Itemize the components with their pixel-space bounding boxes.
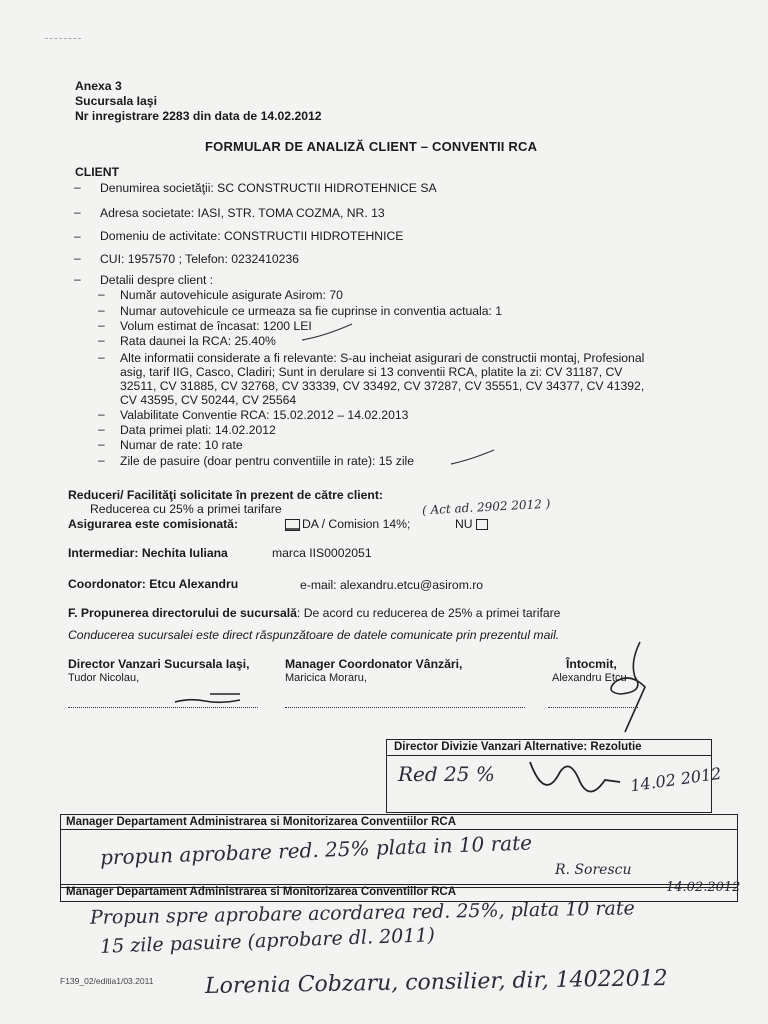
admin-box-1-signature: R. Sorescu	[555, 862, 632, 878]
detail-claims-rate: Rata daunei la RCA: 25.40%	[120, 334, 276, 348]
registration-number: Nr inregistrare 2283 din data de 14.02.2012	[75, 109, 322, 123]
alt-sales-date: 14.02 2012	[629, 763, 723, 796]
company-address: Adresa societate: IASI, STR. TOMA COZMA, NR. 13	[100, 206, 385, 220]
details-heading: Detalii despre client :	[100, 273, 214, 287]
coordinator-label: Coordonator: Etcu Alexandru	[68, 577, 239, 591]
coordinator-email: e-mail: alexandru.etcu@asirom.ro	[300, 578, 484, 592]
reduction-item: Reducerea cu 25% a primei tarifare	[90, 502, 282, 516]
detail-estimated-volume: Volum estimat de încasat: 1200 LEI	[120, 319, 312, 333]
bullet-dash: –	[74, 180, 81, 194]
bullet-dash: –	[98, 437, 105, 451]
admin-box-2-handwriting-3: Lorenia Cobzaru, consilier, dir, 14022012	[204, 965, 668, 1000]
company-name: Denumirea societăţii: SC CONSTRUCTII HIDROTEHNICE SA	[100, 181, 437, 195]
handwritten-tick	[448, 446, 498, 468]
cui-phone: CUI: 1957570 ; Telefon: 0232410236	[100, 252, 299, 266]
bullet-dash: –	[74, 272, 81, 286]
author-title: Întocmit,	[566, 657, 617, 671]
form-title: FORMULAR DE ANALIZĂ CLIENT – CONVENTII RCA	[205, 139, 538, 154]
director-name: Tudor Nicolau,	[68, 672, 140, 684]
bullet-dash: –	[98, 303, 105, 317]
checkbox-yes[interactable]	[285, 519, 300, 531]
bullet-dash: –	[98, 287, 105, 301]
detail-vehicles-insured: Număr autovehicule asigurate Asirom: 70	[120, 288, 343, 302]
proposal-label: F. Propunerea directorului de sucursală	[68, 606, 297, 620]
director-title: Director Vanzari Sucursala Iaşi,	[68, 657, 250, 671]
commission-no-option[interactable]	[455, 517, 491, 531]
director-proposal	[68, 606, 560, 620]
installments-count: Numar de rate: 10 rate	[120, 438, 243, 452]
detail-vehicles-convention: Numar autovehicule ce urmeaza sa fie cuprinse in conventia actuala: 1	[120, 304, 503, 318]
author-signature-scribble	[590, 632, 660, 742]
form-code: F139_02/editia1/03.2011	[60, 976, 154, 986]
scan-mark	[45, 38, 81, 39]
responsibility-note: Conducerea sucursalei este direct răspunzătoare de datele comunicate prin prezentul mail.	[68, 628, 560, 642]
proposal-text: : De acord cu reducerea de 25% a primei tarifare	[296, 606, 561, 620]
manager-name: Maricica Moraru,	[285, 672, 367, 684]
manager-title: Manager Coordonator Vânzări,	[285, 657, 463, 671]
other-info-line-1: Alte informatii considerate a fi relevante: S-au incheiat asigurari de constructii montaj, Profesional	[120, 351, 645, 365]
alt-sales-signature-scribble	[520, 752, 630, 807]
activity-domain: Domeniu de activitate: CONSTRUCTII HIDROTEHNICE	[100, 229, 404, 243]
bullet-dash: –	[74, 229, 81, 243]
other-info-line-4: CV 43595, CV 50244, CV 25564	[120, 393, 297, 407]
intermediary-brand: marca IIS0002051	[272, 546, 372, 560]
annex-label: Anexa 3	[75, 79, 122, 93]
handwritten-addendum-note: ( Act ad. 2902 2012 )	[421, 496, 551, 518]
admin-box-2-title: Manager Departament Administrarea si Monitorizarea Conventiilor RCA	[66, 886, 457, 898]
admin-box-2-handwriting-1: Propun spre aprobare acordarea red. 25%, plata 10 rate	[89, 897, 635, 929]
other-info-line-3: 32511, CV 31885, CV 32768, CV 33339, CV 33492, CV 37287, CV 35551, CV 34377, CV 41392,	[120, 379, 645, 393]
commission-label: Asigurarea este comisionată:	[68, 517, 239, 531]
author-name: Alexandru Etcu	[552, 672, 627, 684]
handwritten-tick	[300, 318, 360, 344]
reductions-heading: Reduceri/ Facilităţi solicitate în prezent de către client:	[68, 488, 383, 502]
admin-box-1-handwriting: propun aprobare red. 25% plata in 10 rate	[99, 830, 533, 870]
bullet-dash: –	[98, 453, 105, 467]
commission-yes-label: DA / Comision 14%;	[302, 517, 411, 531]
signature-line-manager	[285, 707, 525, 708]
intermediary-label: Intermediar: Nechita Iuliana	[68, 546, 228, 560]
bullet-dash: –	[98, 422, 105, 436]
bullet-dash: –	[98, 333, 105, 347]
commission-yes-option[interactable]	[285, 517, 410, 531]
convention-validity: Valabilitate Conventie RCA: 15.02.2012 – 14.02.2013	[120, 408, 409, 422]
bullet-dash: –	[98, 318, 105, 332]
admin-box-1-title: Manager Departament Administrarea si Monitorizarea Conventiilor RCA	[66, 816, 457, 828]
first-payment-date: Data primei plati: 14.02.2012	[120, 423, 276, 437]
client-heading: CLIENT	[75, 165, 120, 179]
bullet-dash: –	[74, 251, 81, 265]
alt-sales-title: Director Divizie Vanzari Alternative: Rezolutie	[394, 741, 642, 753]
commission-no-label: NU	[455, 517, 473, 531]
alt-sales-handwriting: Red 25 %	[398, 762, 495, 786]
admin-box-2-date: 14.02.2012	[666, 880, 741, 895]
checkbox-no[interactable]	[476, 519, 488, 530]
bullet-dash: –	[98, 407, 105, 421]
branch-label: Sucursala Iaşi	[75, 94, 157, 108]
admin-box-2-handwriting-2: 15 zile pasuire (aprobare dl. 2011)	[99, 924, 436, 958]
director-signature-scribble	[170, 688, 260, 710]
bullet-dash: –	[98, 350, 105, 364]
other-info-line-2: asig, tarif IIG, Casco, Cladiri; Sunt in derulare si 13 conventii RCA, platite la zi: CV 31187, CV	[120, 365, 623, 379]
grace-days: Zile de pasuire (doar pentru conventiile in rate): 15 zile	[120, 454, 415, 468]
bullet-dash: –	[74, 205, 81, 219]
